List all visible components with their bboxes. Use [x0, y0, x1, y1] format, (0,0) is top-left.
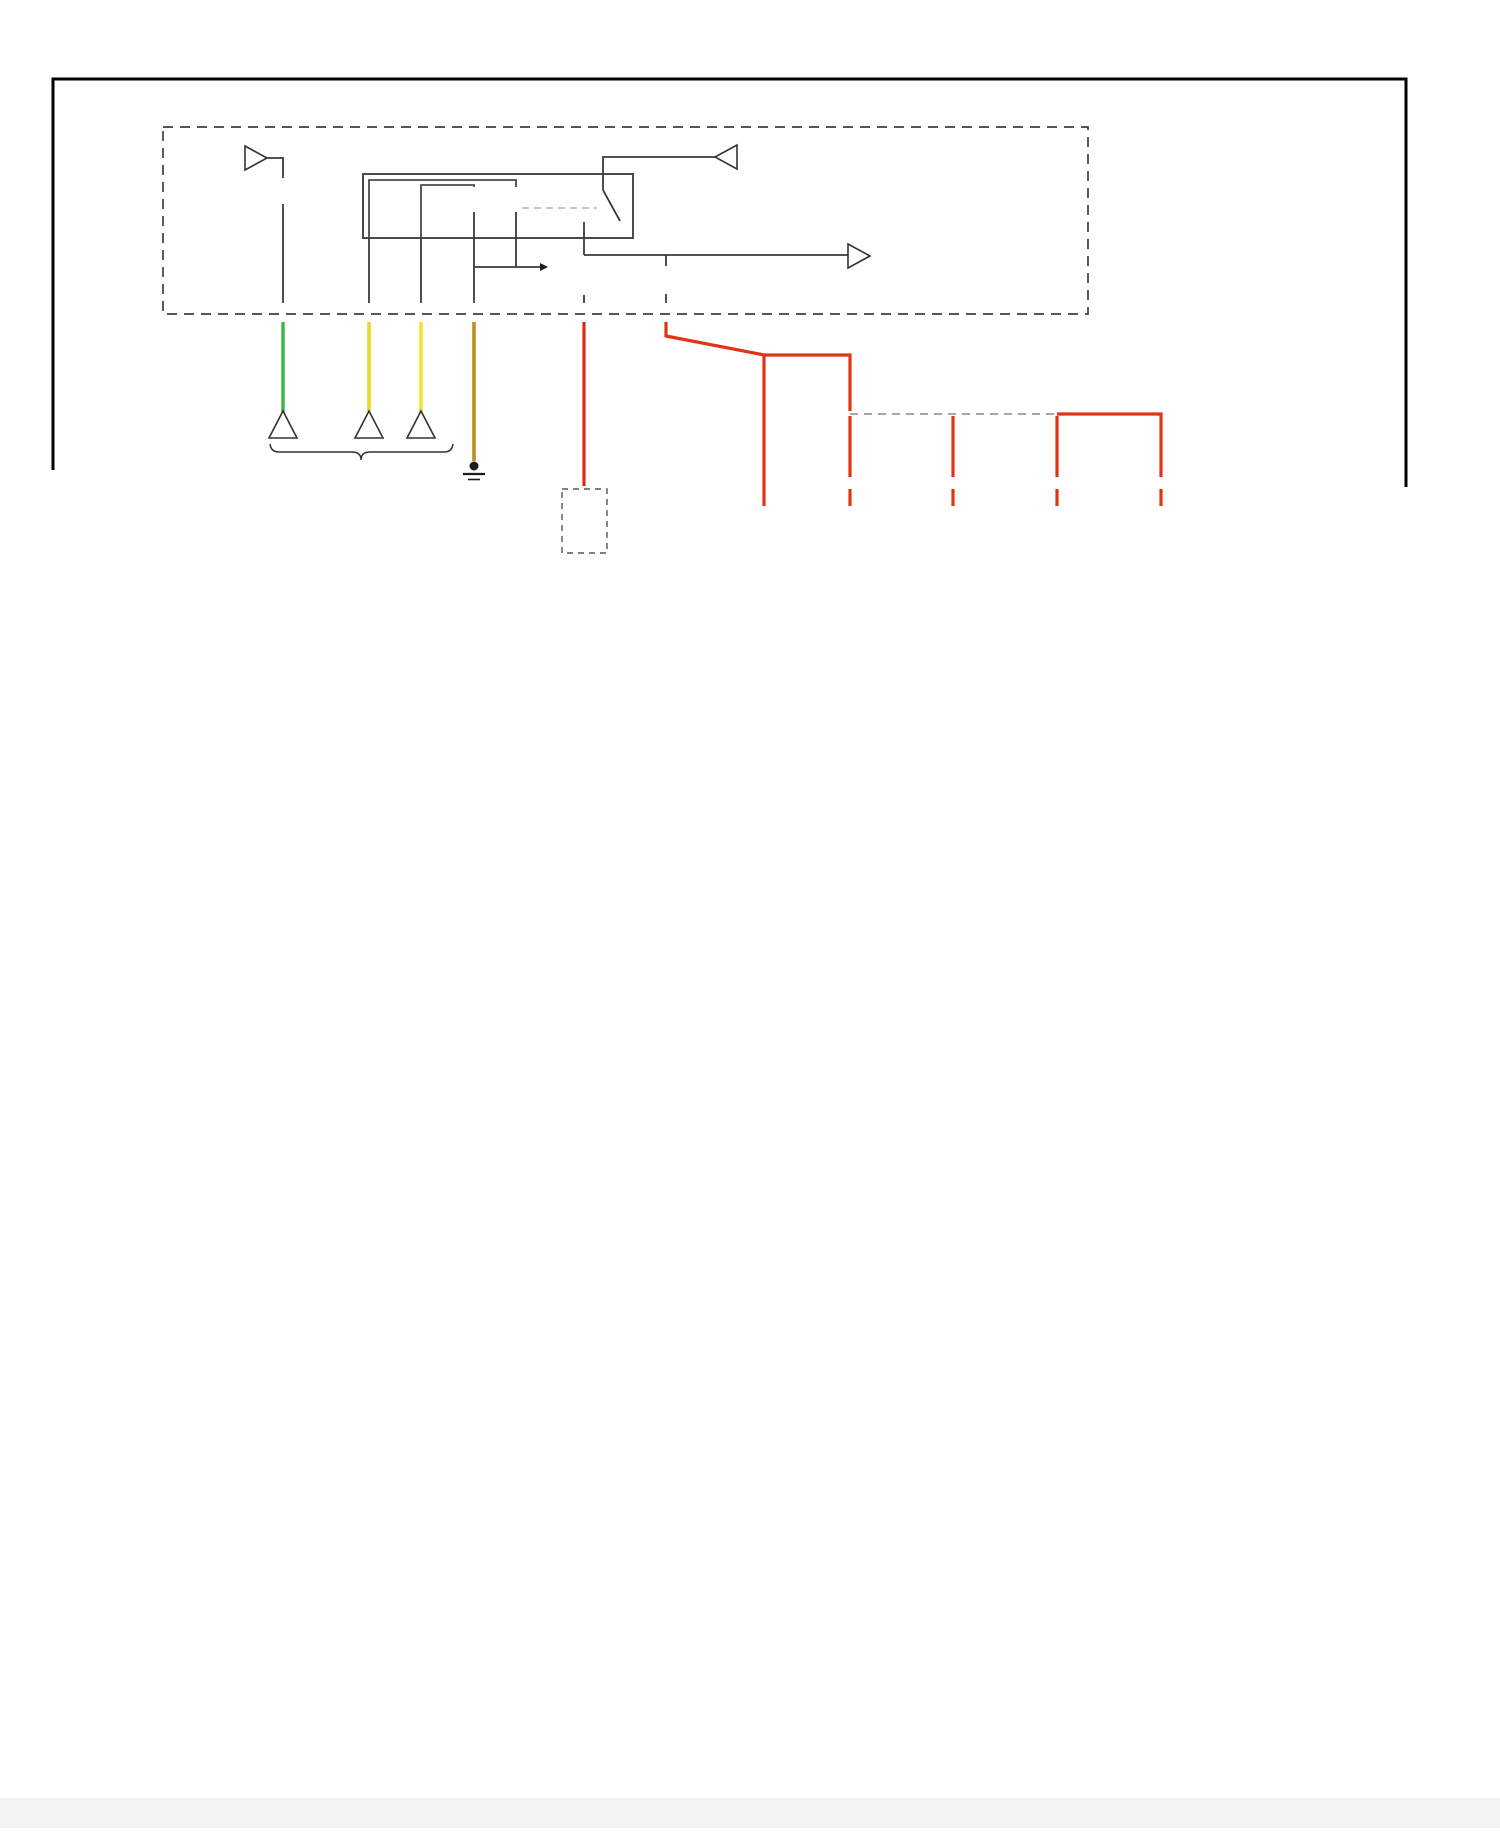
to-fuse-f136-branch — [584, 244, 870, 268]
dashed-component-box — [562, 489, 607, 553]
relay-switch-blade — [603, 190, 620, 221]
pin9-component — [562, 489, 607, 553]
wire-f115-to-f124 — [267, 158, 283, 178]
page-bottom-band — [0, 1798, 1500, 1828]
triangle-l-icon — [715, 145, 737, 169]
from-fuse-f92-source — [715, 145, 737, 169]
page-frame-border — [53, 79, 1406, 487]
junction-box-triangles — [269, 411, 453, 460]
rear-power-distribution-box — [163, 127, 1088, 314]
colored-wires — [283, 322, 1161, 506]
from-fuse-f115-source — [245, 146, 283, 178]
triangle-q-icon — [245, 146, 267, 170]
relay-inner-wire-2 — [421, 185, 474, 238]
underbrace — [270, 444, 453, 460]
triangle-h-icon — [355, 411, 383, 438]
arrowhead-right-icon — [540, 263, 548, 271]
wire-red-yel-main — [666, 322, 764, 506]
relay-inner-wire-1 — [369, 180, 516, 238]
triangle-j-icon — [407, 411, 435, 438]
triangle-r-icon — [848, 244, 870, 268]
triangle-g-icon — [269, 411, 297, 438]
ground-icon — [470, 462, 479, 471]
wire-red-yel-x274 — [1057, 414, 1161, 477]
ground-x13790 — [463, 462, 485, 480]
wire-red-yel-branch — [764, 355, 850, 411]
bi-stable-relay — [363, 157, 715, 271]
